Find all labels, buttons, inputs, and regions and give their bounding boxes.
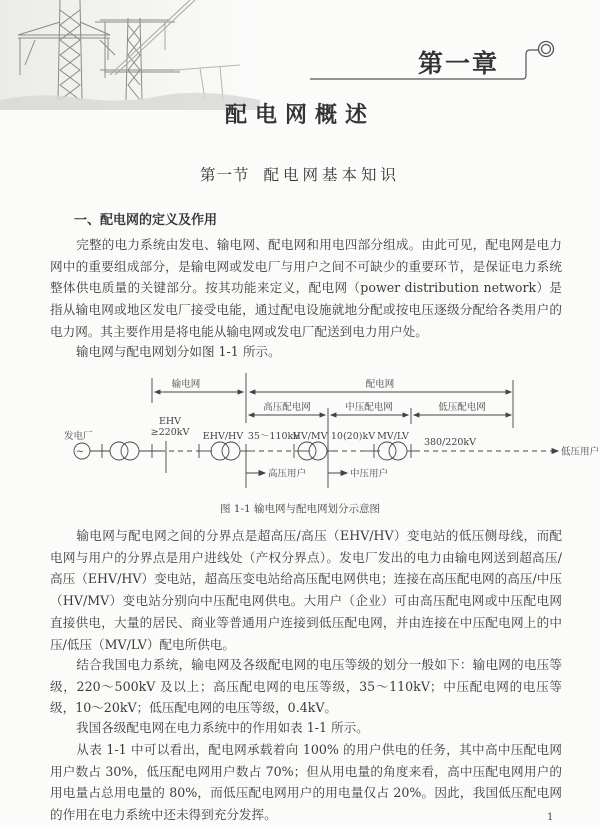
label-transmission-net: 输电网 bbox=[171, 379, 201, 390]
label-lv-voltage: 380/220kV bbox=[423, 437, 477, 448]
subheading: 一、配电网的定义及作用 bbox=[74, 213, 218, 228]
paragraph-text: 结合我国电力系统，输电网及各级配电网的电压等级的划分一般如下：输电网的电压等级，220～500kV 及以上；高压配电网的电压等级，35～110kV；中压配电网的电压等级，10～20kV；低压配电网的电压等级，0.4kV。 bbox=[50, 657, 562, 716]
label-hv-mv: HV/MV bbox=[292, 431, 328, 442]
label-distribution-net: 配电网 bbox=[365, 379, 395, 390]
label-mv-voltage: 10(20)kV bbox=[330, 431, 376, 442]
circle-ornament-icon bbox=[539, 42, 554, 57]
chapter-title: 配电网概述 bbox=[224, 102, 375, 128]
paragraph-text: 从表 1-1 中可以看出，配电网承载着向 100% 的用户供电的任务，其中高中压配电网用户数占 30%，低压配电网用户数占 70%；但从用电量的角度来看，高中压配电网用户的用电量占总用电量的 80%，而低压配电网用户的用电量仅占 20%。因此，我国低压配电网的作用在电力系统中还未得到充分发挥。 bbox=[50, 742, 562, 823]
label-mv-lv: MV/LV bbox=[377, 431, 409, 442]
paragraph-text: 我国各级配电网在电力系统中的作用如表 1-1 所示。 bbox=[76, 720, 369, 735]
section-number: 第一节 bbox=[199, 166, 250, 184]
label-lv-distribution: 低压配电网 bbox=[438, 402, 486, 413]
generator-symbol-icon: ~ bbox=[75, 446, 85, 458]
label-power-plant: 发电厂 bbox=[64, 431, 93, 442]
paragraph-text: 输电网与配电网划分如图 1-1 所示。 bbox=[76, 344, 281, 359]
grid-division-diagram bbox=[60, 368, 600, 498]
page-number: 1 bbox=[547, 812, 554, 823]
paragraph-analysis bbox=[50, 739, 562, 826]
section-title bbox=[0, 163, 600, 185]
label-mv-user: 中压用户 bbox=[350, 468, 389, 480]
chapter-label: 第一章 bbox=[418, 49, 500, 78]
section-name: 配电网基本知识 bbox=[263, 166, 401, 184]
paragraph-definition bbox=[50, 234, 562, 343]
label-ehv-voltage: ≥220kV bbox=[150, 427, 190, 438]
figure-caption: 图 1-1 输电网与配电网划分示意图 bbox=[219, 503, 381, 515]
label-hv-user: 高压用户 bbox=[268, 468, 307, 480]
paragraph-text: 输电网与配电网之间的分界点是超高压/高压（EHV/HV）变电站的低压侧母线，而配电网与用户的分界点是用户进线处（产权分界点）。发电厂发出的电力由输电网送到超高压/高压（EHV/HV）变电站，超高压变电站给高压配电网供电；连接在高压配电网的高压/中压（HV/MV）变电站分别向中压配电网供电。大用户（企业）可由高压配电网或中压配电网直接供电，大量的居民、商业等普通用户连接到低压配电网，并由连接在中压配电网上的中压/低压（MV/LV）配电所供电。 bbox=[50, 528, 562, 652]
label-lv-user: 低压用户 bbox=[561, 446, 600, 458]
paragraph-text: 完整的电力系统由发电、输电网、配电网和用电四部分组成。由此可见，配电网是电力网中的重要组成部分，是输电网或发电厂与用户之间不可缺少的重要环节，是保证电力系统整体供电质量的关键部分。按其功能来定义，配电网（power distribution network）是指从输电网或地区发电厂接受电能，通过配电设施就地分配或按电压逐级分配给各类用户的电力网。其主要作用是将电能从输电网或发电厂配送到电力用户处。 bbox=[50, 237, 562, 339]
label-hv-voltage: 35～110kV bbox=[247, 431, 301, 442]
paragraph-table-ref bbox=[50, 717, 562, 739]
paragraph-voltage-levels bbox=[50, 654, 562, 719]
label-hv-distribution: 高压配电网 bbox=[263, 402, 311, 413]
label-mv-distribution: 中压配电网 bbox=[345, 402, 393, 413]
paragraph-figure-ref bbox=[50, 341, 562, 363]
label-ehv: EHV bbox=[158, 416, 182, 427]
paragraph-boundary bbox=[50, 525, 562, 655]
label-ehv-hv: EHV/HV bbox=[202, 431, 244, 442]
